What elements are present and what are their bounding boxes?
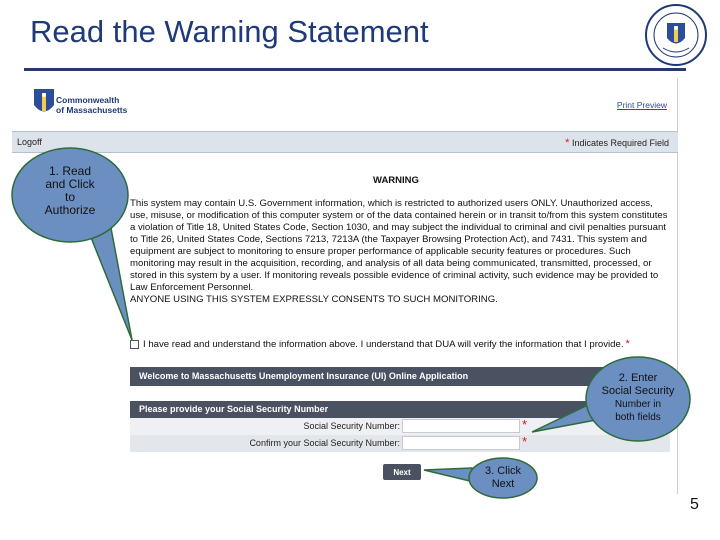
ssn-section-header: Please provide your Social Security Number <box>130 401 670 418</box>
callout-2-line-4: both fields <box>615 412 661 423</box>
warning-heading: WARNING <box>373 175 419 186</box>
consent-text: ANYONE USING THIS SYSTEM EXPRESSLY CONSENTS TO SUCH MONITORING. <box>130 294 498 305</box>
ssn-required-star: * <box>522 417 528 432</box>
callout-2-line-1: 2. Enter <box>618 372 658 384</box>
confirm-ssn-label: Confirm your Social Security Number: <box>249 438 400 448</box>
callout-1-line-3: to <box>64 190 75 204</box>
callout-3-text <box>473 465 533 491</box>
slide-number: 5 <box>690 496 699 513</box>
callout-1-line-4: Authorize <box>44 203 96 217</box>
authorize-required-star: * <box>625 338 630 350</box>
ssn-label: Social Security Number: <box>303 421 400 431</box>
org-line-1: Commonwealth <box>56 95 120 105</box>
org-line-2: of Massachusetts <box>56 105 128 115</box>
confirm-ssn-required-star: * <box>522 434 528 449</box>
slide-title: Read the Warning Statement <box>30 14 429 49</box>
callout-2-line-3: Number in <box>614 399 662 410</box>
callout-2-line-2: Social Security <box>601 385 675 397</box>
required-star: * <box>565 137 570 149</box>
callout-3-line-2: Next <box>491 478 515 490</box>
authorize-label: I have read and understand the information above. I understand that DUA will verify the information that I provide. <box>143 338 624 350</box>
callout-1-line-1: 1. Read <box>48 164 92 178</box>
callout-1-text <box>30 165 110 217</box>
callout-3-line-1: 3. Click <box>484 465 522 477</box>
welcome-bar: Welcome to Massachusetts Unemployment Insurance (UI) Online Application <box>130 367 670 386</box>
logoff-link[interactable]: Logoff <box>17 137 42 147</box>
callout-2-text <box>592 372 684 424</box>
warning-text: This system may contain U.S. Government information, which is restricted to authorized users ONLY. Unauthorized access, use, misuse, or modification of this computer system or of the data contained herein or in transit to/from this system constitutes a violation of Title 18, United States Code, Section 1030, and may subject the individual to criminal and civil penalties pursuant to Title 26, United States Code, Sections 7213, 7213A (the Taxpayer Browsing Protection Act), and 7431. This system and equipment are subject to monitoring to ensure proper performance of applicable security features or procedures. Such monitoring may result in the acquisition, recording, and analysis of all data being communicated, transmitted, processed, or stored in this system by a user. If monitoring reveals possible evidence of criminal activity, such evidence may be provided to Law Enforcement Personnel. <box>130 198 668 293</box>
next-button[interactable]: Next <box>383 464 421 480</box>
print-preview-link[interactable]: Print Preview <box>616 100 667 110</box>
callout-1-line-2: and Click <box>45 177 95 191</box>
required-note-text: Indicates Required Field <box>571 138 669 148</box>
